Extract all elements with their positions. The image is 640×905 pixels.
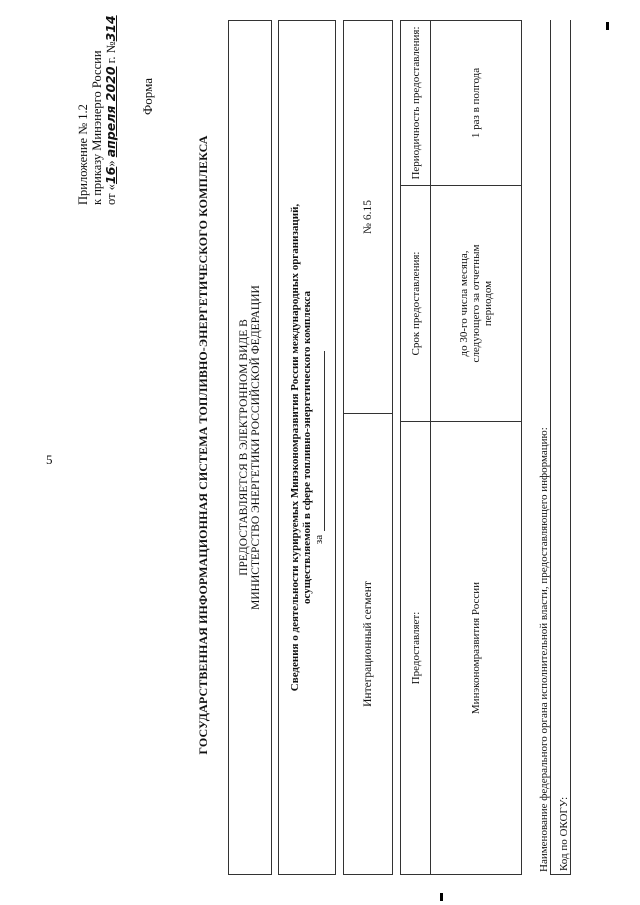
org-name-field[interactable]: Наименование федерального органа исполнительной власти, предоставляющего информацию: xyxy=(531,20,551,875)
period-line xyxy=(313,351,325,544)
appendix-line-3: от «16» апреля 2020 г. №314 xyxy=(103,15,118,205)
order-number: 314 xyxy=(103,15,118,42)
info-line-1: Сведения о деятельности курируемых Минэкономразвития России международных организаций, xyxy=(289,203,301,692)
submission-table xyxy=(400,20,522,875)
document-title: ГОСУДАРСТВЕННАЯ ИНФОРМАЦИОННАЯ СИСТЕМА ТОПЛИВНО-ЭНЕРГЕТИЧЕСКОГО КОМПЛЕКСА xyxy=(196,135,210,755)
appendix-line-1: Приложение № 1.2 xyxy=(76,104,90,205)
page-number: 5 xyxy=(46,452,53,467)
segment-number: № 6.15 xyxy=(362,200,374,234)
cell-provider: Минэкономразвития России xyxy=(431,421,521,874)
info-line-2: осуществляемой в сфере топливно-энергетического комплекса xyxy=(301,290,313,605)
provided-line-2: МИНИСТЕРСТВО ЭНЕРГЕТИКИ РОССИЙСКОЙ ФЕДЕРАЦИИ xyxy=(250,285,262,610)
cell-periodicity: 1 раз в полгода xyxy=(470,67,482,139)
appendix-block xyxy=(76,5,118,205)
header-provider: Предоставляет: xyxy=(401,421,431,874)
provided-line-1: ПРЕДОСТАВЛЯЕТСЯ В ЭЛЕКТРОННОМ ВИДЕ В xyxy=(238,319,250,576)
period-label: за xyxy=(313,534,325,545)
segment-label: Интеграционный сегмент xyxy=(344,413,392,874)
appendix-line-2: к приказу Минэнерго России xyxy=(90,50,104,205)
info-description-box xyxy=(278,20,336,875)
header-periodicity: Периодичность предоставления: xyxy=(401,21,431,185)
footer-fields xyxy=(531,20,571,875)
okogu-field[interactable]: Код по ОКОГУ: xyxy=(551,20,571,875)
period-blank[interactable] xyxy=(314,351,325,531)
segment-box xyxy=(343,20,393,875)
order-day: 16 xyxy=(103,166,118,185)
form-label: Форма xyxy=(140,78,155,115)
order-month: апреля 2020 xyxy=(103,66,118,158)
header-deadline: Срок предоставления: xyxy=(401,185,431,421)
provided-to-box xyxy=(228,20,272,875)
cell-deadline: до 30-го числа месяца, следующего за отчетным периодом xyxy=(431,185,521,421)
